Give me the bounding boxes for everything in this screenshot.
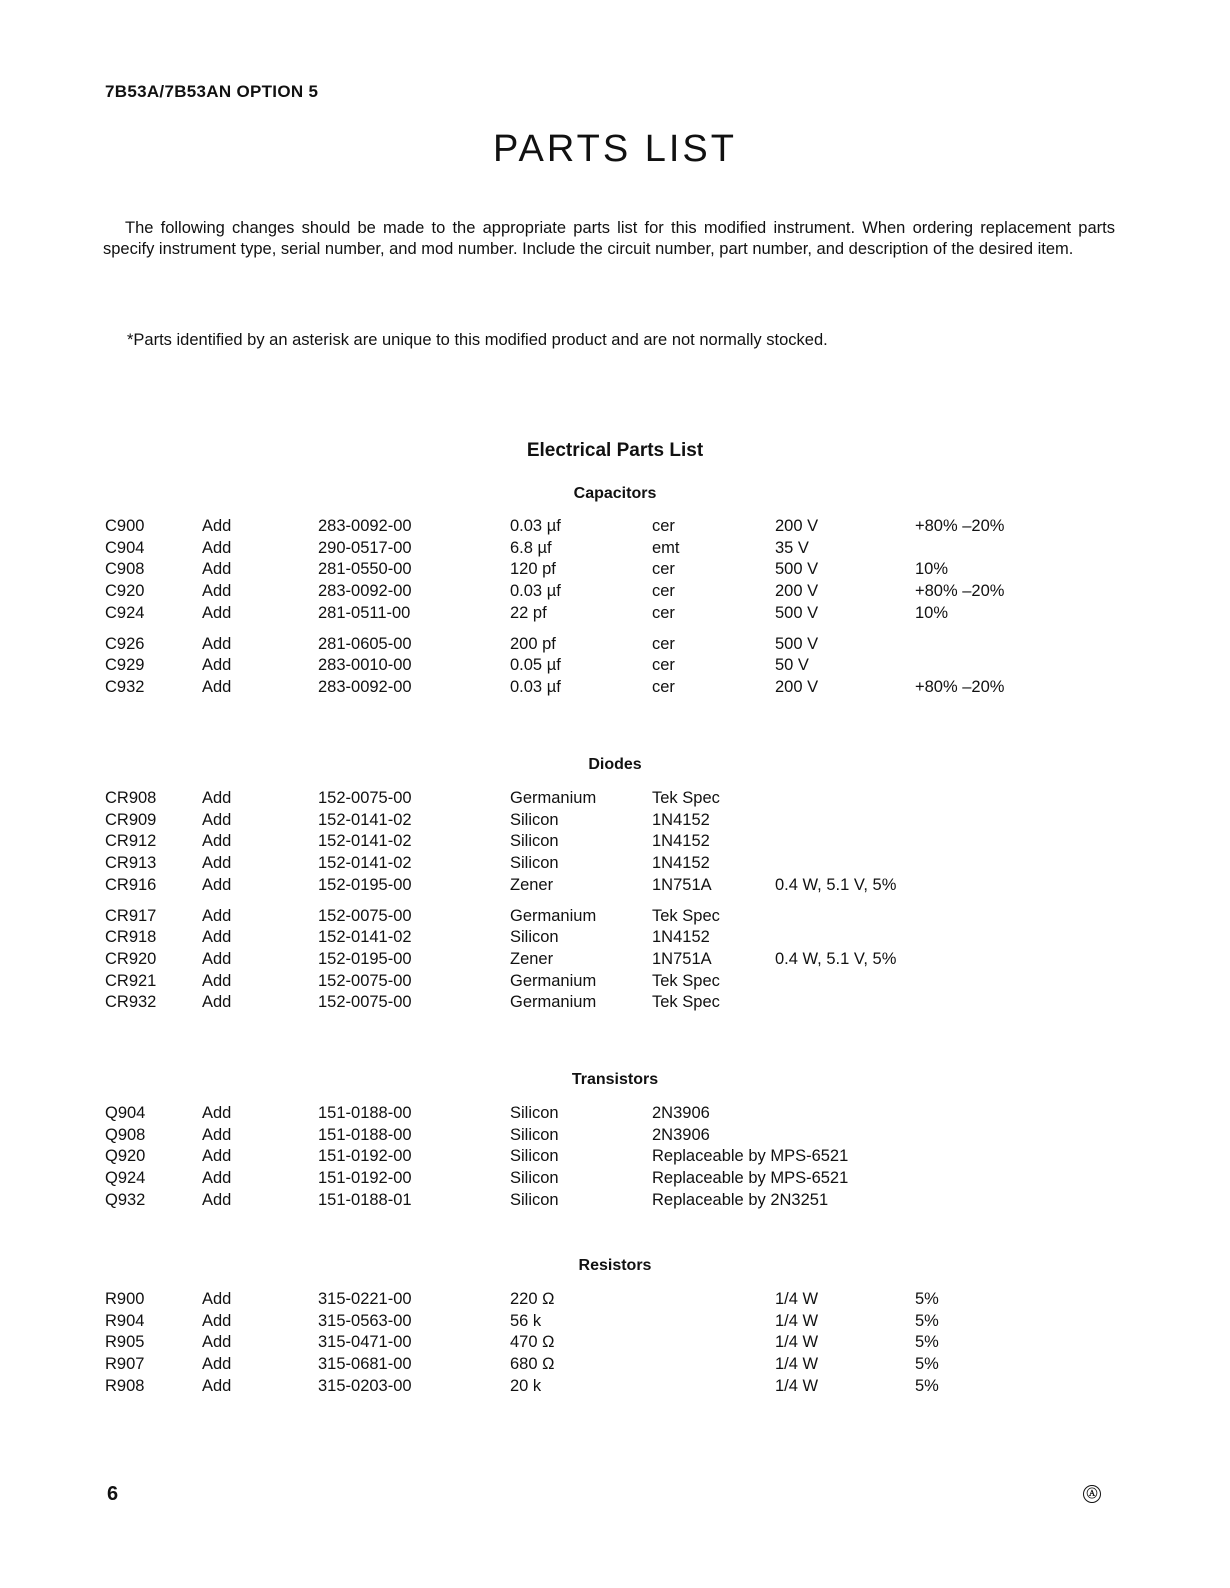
rating: 1/4 W [775,1311,819,1330]
action: Add [202,1290,232,1308]
description: Silicon [510,810,559,829]
type: Replaceable by 2N3251 [652,1190,829,1209]
circuit-number: Q932 [105,1190,146,1209]
action: Add [202,603,232,622]
table-row [0,604,1230,626]
action: Add [202,1104,232,1122]
action: Add [202,1333,232,1352]
description: Zener [510,949,554,968]
part-number: 152-0075-00 [318,789,412,807]
section-title: Capacitors [573,485,657,502]
table-row [0,876,1230,898]
circuit-number: C924 [105,603,145,622]
part-number: 152-0141-02 [318,810,412,829]
type: 1N4152 [652,832,710,851]
part-number: 151-0192-00 [318,1147,412,1166]
tolerance: +80% –20% [915,677,1005,696]
type: cer [652,677,675,696]
part-number: 283-0092-00 [318,582,412,601]
circuit-number: CR909 [105,810,157,829]
tolerance: 5% [915,1355,939,1374]
table-row [0,560,1230,582]
description: Germanium [510,971,597,990]
type: cer [652,560,675,579]
table-row [0,1312,1230,1334]
part-number: 152-0195-00 [318,875,412,894]
description: 0.05 µf [510,656,561,675]
table-row [0,1126,1230,1148]
action: Add [202,582,232,601]
tolerance: 5% [915,1376,939,1395]
intro-paragraph: The following changes should be made to the appropriate parts list for this modified instrument. When ordering replacement parts specify instrument type, serial number, and mod number. Include the circuit number, part number, and description of the desired item. [103,219,1115,258]
type: emt [652,538,680,557]
action: Add [202,810,232,829]
table-row [0,1191,1230,1213]
rating: 1/4 W [775,1290,819,1308]
tolerance: 10% [915,603,949,622]
table-row [0,517,1230,539]
tolerance: 5% [915,1290,939,1308]
action: Add [202,1169,232,1188]
action: Add [202,1355,232,1374]
rating: 1/4 W [775,1333,819,1352]
table-row [0,1104,1230,1126]
description: 6.8 µf [510,538,552,557]
action: Add [202,854,232,873]
circuit-number: C900 [105,517,145,535]
part-number: 315-0203-00 [318,1376,412,1395]
part-number: 281-0605-00 [318,634,412,653]
part-number: 152-0075-00 [318,971,412,990]
table-row [0,811,1230,833]
circuit-number: CR912 [105,832,157,851]
action: Add [202,928,232,947]
part-number: 315-0221-00 [318,1290,412,1308]
description: Silicon [510,832,559,851]
table-row [0,972,1230,994]
part-number: 151-0192-00 [318,1169,412,1188]
description: 470 Ω [510,1333,555,1352]
table-row [0,789,1230,811]
asterisk-note: *Parts identified by an asterisk are unique to this modified product and are not normally stocked. [127,331,828,349]
description: Silicon [510,1190,559,1209]
part-number: 151-0188-00 [318,1125,412,1144]
table-row [0,1377,1230,1399]
table-row [0,656,1230,678]
description: Silicon [510,1169,559,1188]
action: Add [202,1125,232,1144]
rating: 50 V [775,656,809,675]
rating: 200 V [775,517,819,535]
circuit-number: R908 [105,1376,145,1395]
type: 1N4152 [652,810,710,829]
description: Silicon [510,854,559,873]
description: Germanium [510,993,597,1012]
circuit-number: CR932 [105,993,157,1012]
table-row [0,635,1230,657]
type: 1N4152 [652,928,710,947]
rating: 1/4 W [775,1355,819,1374]
action: Add [202,656,232,675]
rating: 500 V [775,560,819,579]
table-row [0,854,1230,876]
part-number: 283-0092-00 [318,517,412,535]
table-row [0,1169,1230,1191]
part-number: 315-0471-00 [318,1333,412,1352]
circuit-number: Q924 [105,1169,146,1188]
section-title: Diodes [588,756,642,773]
tolerance: 5% [915,1333,939,1352]
type: cer [652,634,675,653]
circuit-number: C926 [105,634,145,653]
circuit-number: C908 [105,560,145,579]
part-number: 152-0075-00 [318,993,412,1012]
circuit-number: R900 [105,1290,145,1308]
part-number: 152-0141-02 [318,854,412,873]
circuit-number: CR913 [105,854,157,873]
description: Silicon [510,1147,559,1166]
part-number: 151-0188-00 [318,1104,412,1122]
action: Add [202,538,232,557]
type: Tek Spec [652,971,720,990]
type: 2N3906 [652,1104,710,1122]
circuit-number: CR908 [105,789,157,807]
description: 220 Ω [510,1290,555,1308]
description: Germanium [510,789,597,807]
part-number: 281-0511-00 [318,603,411,622]
action: Add [202,634,232,653]
tolerance: 10% [915,560,949,579]
table-row [0,907,1230,929]
type: 1N4152 [652,854,710,873]
table-row [0,993,1230,1015]
rating: 200 V [775,582,819,601]
action: Add [202,906,232,925]
action: Add [202,677,232,696]
action: Add [202,560,232,579]
tolerance: +80% –20% [915,517,1005,535]
circuit-number: R907 [105,1355,145,1374]
description: 56 k [510,1311,542,1330]
circuit-number: CR921 [105,971,157,990]
type: cer [652,656,675,675]
action: Add [202,949,232,968]
table-row [0,832,1230,854]
type: cer [652,517,675,535]
type: Tek Spec [652,906,720,925]
action: Add [202,875,232,894]
type: Replaceable by MPS-6521 [652,1147,849,1166]
table-row [0,678,1230,700]
type: Tek Spec [652,993,720,1012]
action: Add [202,789,232,807]
part-number: 283-0010-00 [318,656,412,675]
description: 680 Ω [510,1355,555,1374]
circuit-number: C932 [105,677,145,696]
type: 1N751A [652,875,712,894]
part-number: 152-0141-02 [318,928,412,947]
part-number: 283-0092-00 [318,677,412,696]
page-number: 6 [107,1483,119,1505]
description: Silicon [510,1125,559,1144]
action: Add [202,517,232,535]
type: Tek Spec [652,789,720,807]
part-number: 315-0563-00 [318,1311,412,1330]
part-number: 152-0141-02 [318,832,412,851]
table-row [0,1290,1230,1312]
description: Germanium [510,906,597,925]
page-title: PARTS LIST [493,128,737,170]
section-title: Transistors [571,1071,659,1088]
action: Add [202,1311,232,1330]
parts-list-subtitle: Electrical Parts List [526,440,704,461]
part-number: 281-0550-00 [318,560,412,579]
rating: 500 V [775,634,819,653]
part-number: 152-0075-00 [318,906,412,925]
description: 0.03 µf [510,677,561,696]
action: Add [202,832,232,851]
rating: 0.4 W, 5.1 V, 5% [775,949,897,968]
circuit-number: C904 [105,538,145,557]
table-row [0,1147,1230,1169]
tolerance: 5% [915,1311,939,1330]
part-number: 151-0188-01 [318,1190,412,1209]
document-header: 7B53A/7B53AN OPTION 5 [105,82,319,101]
table-row [0,950,1230,972]
type: 2N3906 [652,1125,710,1144]
table-row [0,928,1230,950]
table-row [0,582,1230,604]
circuit-number: CR918 [105,928,157,947]
description: 120 pf [510,560,556,579]
description: Zener [510,875,554,894]
type: 1N751A [652,949,712,968]
circuit-number: R904 [105,1311,145,1330]
circuit-number: Q920 [105,1147,146,1166]
type: cer [652,582,675,601]
part-number: 152-0195-00 [318,949,412,968]
type: cer [652,603,675,622]
rating: 1/4 W [775,1376,819,1395]
action: Add [202,1376,232,1395]
rating: 0.4 W, 5.1 V, 5% [775,875,897,894]
rating: 35 V [775,538,809,557]
action: Add [202,1190,232,1209]
tolerance: +80% –20% [915,582,1005,601]
description: 0.03 µf [510,517,561,535]
part-number: 315-0681-00 [318,1355,412,1374]
table-row [0,1355,1230,1377]
circuit-number: CR920 [105,949,157,968]
description: 20 k [510,1376,542,1395]
circuit-number: C920 [105,582,145,601]
rating: 500 V [775,603,819,622]
section-title: Resistors [578,1257,652,1274]
description: 22 pf [510,603,547,622]
circuit-number: C929 [105,656,145,675]
action: Add [202,1147,232,1166]
circuit-number: Q908 [105,1125,146,1144]
circuit-number: Q904 [105,1104,146,1122]
type: Replaceable by MPS-6521 [652,1169,849,1188]
table-row [0,1333,1230,1355]
description: Silicon [510,928,559,947]
circuit-number: CR916 [105,875,157,894]
rating: 200 V [775,677,819,696]
tektronix-logo-icon: Ⓐ [1083,1485,1101,1503]
circuit-number: CR917 [105,906,157,925]
description: 0.03 µf [510,582,561,601]
circuit-number: R905 [105,1333,145,1352]
action: Add [202,971,232,990]
description: 200 pf [510,634,556,653]
action: Add [202,993,232,1012]
table-row [0,539,1230,561]
part-number: 290-0517-00 [318,538,412,557]
description: Silicon [510,1104,559,1122]
